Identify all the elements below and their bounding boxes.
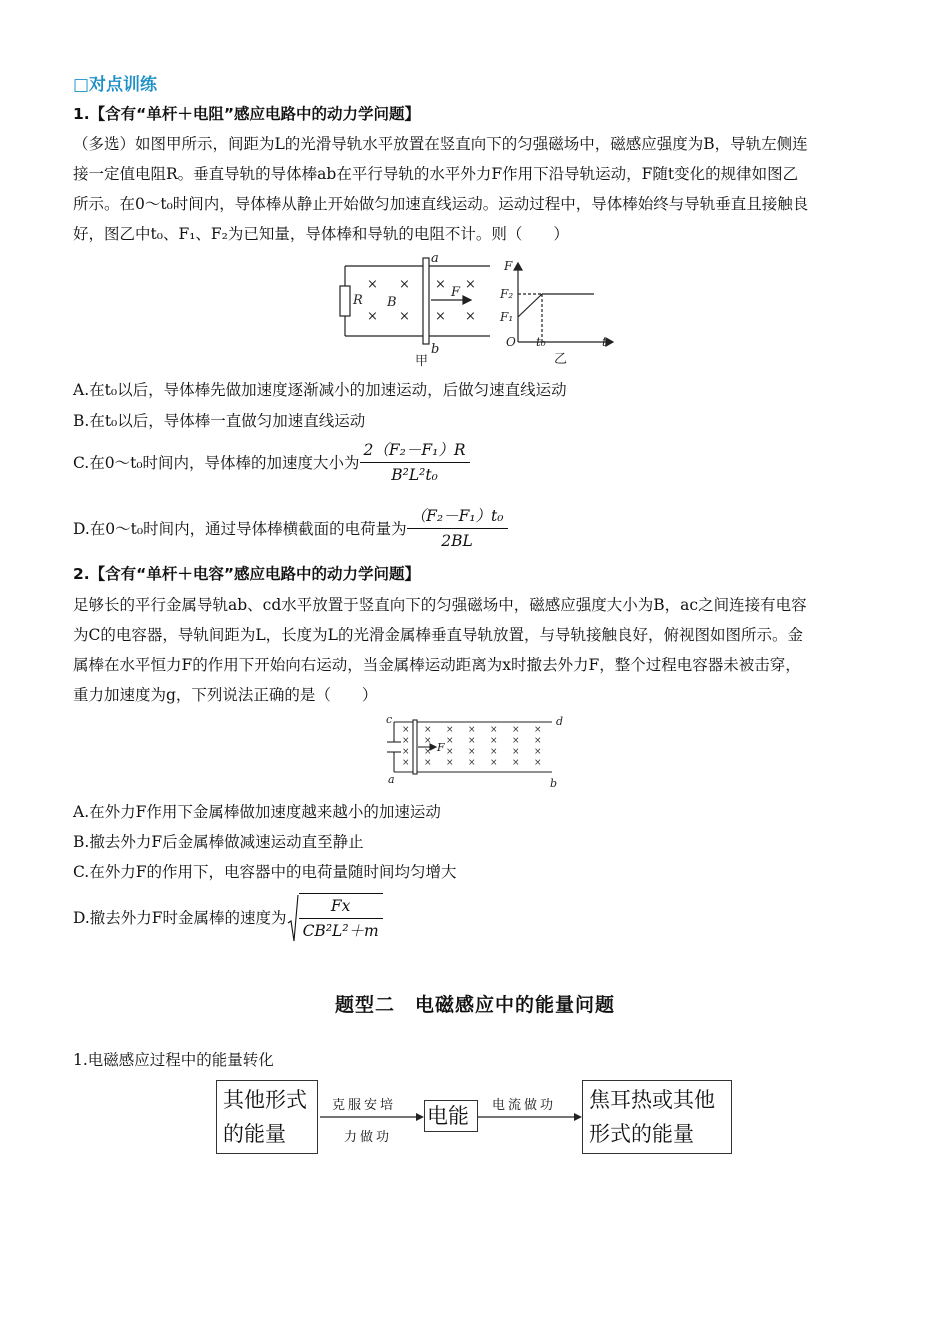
energy-arrow1-top: 克服安培 — [332, 1098, 397, 1113]
q1-fig-a-cross: × — [465, 277, 476, 292]
q2-fig-cross: × — [468, 725, 476, 735]
q1-fig-b-t0: t₀ — [536, 335, 546, 349]
q2-title: 2.【含有“单杆＋电容”感应电路中的动力学问题】 — [73, 565, 421, 583]
q1-option-d-numerator: （F₂－F₁）t₀ — [407, 506, 508, 529]
q1-fig-b-O: O — [506, 335, 516, 349]
energy-subtitle: 1.电磁感应过程中的能量转化 — [73, 1051, 274, 1069]
q2-fig-cross: × — [446, 725, 454, 735]
q1-figure-a — [335, 252, 495, 370]
q2-line-1: 足够长的平行金属导轨ab、cd水平放置于竖直向下的匀强磁场中，磁感应强度大小为B，ac之间连接有电容 — [73, 596, 807, 614]
q2-line-4: 重力加速度为g，下列说法正确的是（ ） — [73, 686, 378, 704]
q1-option-d — [73, 506, 508, 551]
q1-fig-a-F: F — [451, 285, 461, 300]
section-heading: □对点训练 — [73, 75, 158, 95]
q2-fig-cross: × — [534, 725, 542, 735]
q1-fig-a-cross: × — [465, 309, 476, 324]
q2-fig-cross: × — [468, 736, 476, 746]
sqrt-sign-icon — [287, 893, 299, 943]
energy-arrow-1 — [320, 1112, 424, 1122]
q2-option-d-fraction — [299, 896, 383, 941]
q1-fig-a-cross: × — [399, 277, 410, 292]
q2-fig-cross: × — [534, 736, 542, 746]
q2-line-3: 属棒在水平恒力F的作用下开始向右运动，当金属棒运动距离为x时撤去外力F，整个过程电容器未被击穿， — [73, 656, 801, 674]
q1-line-3: 所示。在0～t₀时间内，导体棒从静止开始做匀加速直线运动。运动过程中，导体棒始终与导轨垂直且接触良 — [73, 195, 809, 213]
q2-fig-cross: × — [512, 736, 520, 746]
q1-fig-a-cross: × — [435, 309, 446, 324]
q1-option-b: B.在t₀以后，导体棒一直做匀加速直线运动 — [73, 412, 366, 430]
q2-line-2: 为C的电容器，导轨间距为L，长度为L的光滑金属棒垂直导轨放置，与导轨接触良好，俯视图如图所示。金 — [73, 626, 803, 644]
q2-fig-cross: × — [446, 747, 454, 757]
energy-box-other-forms — [216, 1080, 318, 1154]
q1-option-d-fraction — [407, 506, 508, 551]
q2-fig-cross: × — [512, 747, 520, 757]
q2-fig-cross: × — [490, 747, 498, 757]
q2-fig-cross: × — [512, 725, 520, 735]
energy-box1-line2: 的能量 — [223, 1122, 286, 1146]
q2-option-d-numerator: Fx — [299, 896, 383, 919]
q1-title: 1.【含有“单杆＋电阻”感应电路中的动力学问题】 — [73, 105, 421, 123]
energy-box3-line2: 形式的能量 — [589, 1122, 694, 1146]
q2-fig-a: a — [388, 773, 395, 786]
q1-fig-a-b: b — [431, 342, 440, 357]
q2-option-c: C.在外力F的作用下，电容器中的电荷量随时间均匀增大 — [73, 863, 457, 881]
q1-option-c-numerator: 2（F₂－F₁）R — [360, 440, 470, 463]
q1-fig-a-cross: × — [367, 309, 378, 324]
q1-option-c-denominator: B²L²t₀ — [391, 466, 438, 484]
q2-fig-cross: × — [534, 747, 542, 757]
q2-figure — [382, 712, 572, 794]
q1-fig-b-caption: 乙 — [554, 352, 568, 367]
q2-option-d-denominator: CB²L²＋m — [302, 922, 379, 940]
q2-fig-b: b — [550, 777, 558, 790]
q1-option-d-denominator: 2BL — [441, 532, 473, 550]
q2-fig-cross: × — [490, 736, 498, 746]
q2-fig-cross: × — [446, 758, 454, 768]
q2-fig-cross: × — [468, 758, 476, 768]
energy-arrow1-bottom: 力做功 — [344, 1130, 393, 1145]
q2-fig-c: c — [386, 713, 393, 726]
q1-fig-b-F2: F₂ — [500, 287, 514, 301]
energy-box3-line1: 焦耳热或其他 — [589, 1088, 715, 1112]
q2-fig-cross: × — [424, 725, 432, 735]
q2-fig-cross: × — [512, 758, 520, 768]
q1-fig-b-F: F — [504, 259, 513, 273]
q2-fig-d: d — [556, 715, 564, 728]
q1-line-1: （多选）如图甲所示，间距为L的光滑导轨水平放置在竖直向下的匀强磁场中，磁感应强度为B，导轨左侧连 — [73, 135, 808, 153]
q2-fig-cross: × — [424, 736, 432, 746]
q2-fig-cross: × — [446, 736, 454, 746]
section2-title: 题型二 电磁感应中的能量问题 — [334, 994, 615, 1016]
q1-option-c — [73, 440, 470, 485]
q2-option-d-sqrt — [287, 893, 383, 943]
q2-option-d-text: D.撤去外力F时金属棒的速度为 — [73, 909, 287, 927]
q2-option-b: B.撤去外力F后金属棒做减速运动直至静止 — [73, 833, 364, 851]
q1-fig-b-t: t — [602, 335, 607, 349]
q2-fig-cross: × — [402, 736, 410, 746]
q1-line-4: 好，图乙中t₀、F₁、F₂为已知量，导体棒和导轨的电阻不计。则（ ） — [73, 225, 569, 243]
q2-fig-cross: × — [424, 758, 432, 768]
q1-fig-a-cross: × — [367, 277, 378, 292]
energy-box-electric: 电能 — [424, 1100, 478, 1132]
q1-fig-b-F1: F₁ — [500, 310, 514, 324]
q2-fig-cross: × — [402, 747, 410, 757]
q2-option-d — [73, 893, 383, 943]
energy-box1-line1: 其他形式 — [223, 1088, 307, 1112]
q1-option-c-text: C.在0～t₀时间内，导体棒的加速度大小为 — [73, 453, 360, 472]
q2-option-a: A.在外力F作用下金属棒做加速度越来越小的加速运动 — [73, 803, 441, 821]
q1-figure-b — [498, 252, 616, 370]
q2-fig-cross: × — [534, 758, 542, 768]
q2-fig-cross: × — [424, 747, 432, 757]
q1-fig-a-B: B — [387, 295, 397, 310]
q2-fig-cross: × — [490, 725, 498, 735]
energy-arrow-2 — [478, 1112, 582, 1122]
energy-arrow2-top: 电流做功 — [492, 1098, 557, 1113]
q1-fig-a-cross: × — [399, 309, 410, 324]
q1-fig-a-a: a — [431, 252, 439, 266]
q1-fig-a-R: R — [353, 293, 363, 308]
q1-option-d-text: D.在0～t₀时间内，通过导体棒横截面的电荷量为 — [73, 519, 407, 538]
q2-fig-cross: × — [402, 758, 410, 768]
q1-option-c-fraction — [360, 440, 470, 485]
q2-fig-cross: × — [468, 747, 476, 757]
q2-fig-cross: × — [490, 758, 498, 768]
energy-box-joule-heat — [582, 1080, 732, 1154]
q2-fig-F: F — [437, 741, 445, 754]
q2-fig-cross: × — [402, 725, 410, 735]
q1-fig-a-cross: × — [435, 277, 446, 292]
q1-option-a: A.在t₀以后，导体棒先做加速度逐渐减小的加速运动，后做匀速直线运动 — [73, 381, 567, 399]
q1-line-2: 接一定值电阻R。垂直导轨的导体棒ab在平行导轨的水平外力F作用下沿导轨运动，F随t变化的规律如图乙 — [73, 165, 799, 183]
q1-fig-a-caption: 甲 — [415, 354, 429, 369]
